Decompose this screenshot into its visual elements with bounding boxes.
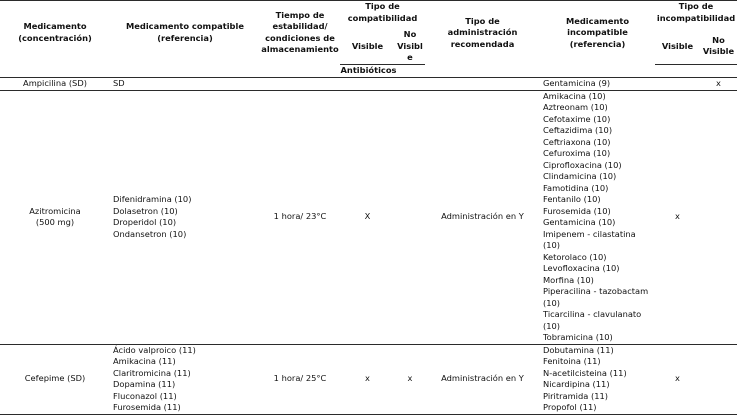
compatible-item: Ondansetron (10) (113, 228, 187, 239)
table-row (0, 90, 737, 344)
cell-administracion (425, 78, 540, 91)
compatible-item: SD (113, 78, 125, 88)
incompatible-item: Gentamicina (10) (543, 217, 616, 227)
incompatible-item: N-acetilcisteina (11) (543, 367, 627, 378)
incompatible-item: Levofloxacina (10) (543, 263, 620, 273)
compatible-item: Droperidol (10) (113, 217, 177, 227)
cell-inc-visible: x (655, 344, 700, 414)
table-body (0, 65, 737, 415)
cell-visible: x (340, 344, 395, 414)
header-medicamento-line: (concentración) (18, 32, 92, 43)
header-tiempo (260, 1, 340, 65)
incompatible-item: Ceftazidima (10) (543, 125, 613, 135)
cell-inc-no-visible: x (700, 78, 737, 91)
cell-tiempo: 1 hora/ 23°C (260, 90, 340, 344)
compatible-item: Furosemida (11) (113, 402, 181, 412)
cell-no-visible (395, 78, 425, 91)
incompatible-item: Ticarcilina - clavulanato (543, 309, 642, 319)
header-tipo-compatibilidad (340, 1, 425, 29)
cell-inc-visible: x (655, 90, 700, 344)
cell-no-visible: x (395, 344, 425, 414)
incompatible-item: Morfina (10) (543, 274, 594, 285)
compatible-item: Dolasetron (10) (113, 205, 178, 216)
compatible-item: Dopamina (11) (113, 379, 176, 389)
cell-visible: X (340, 90, 395, 344)
header-compatible-line: Medicamento compatible (126, 21, 244, 32)
cell-medicamento (0, 90, 110, 344)
header-tipo-incompat-line: Tipo de (678, 1, 714, 11)
incompatible-item: Dobutamina (11) (543, 344, 614, 355)
header-no-visible2-line: Visible (702, 46, 735, 57)
header-administracion (425, 1, 540, 65)
cell-incompatibles (540, 344, 655, 414)
incompatible-item: Propofol (11) (543, 402, 597, 412)
cell-visible (340, 78, 395, 91)
compatible-item: Fluconazol (11) (113, 390, 177, 401)
incompatible-item: Fentanilo (10) (543, 194, 601, 204)
cell-medicamento (0, 344, 110, 414)
header-compatible-line: (referencia) (157, 32, 213, 43)
incompatible-item: Ketorolaco (10) (543, 251, 607, 262)
incompatible-item: Clindamicina (10) (543, 171, 617, 181)
incompatible-item: Ceftriaxona (10) (543, 136, 611, 147)
header-compatible (110, 1, 260, 65)
cell-tiempo (260, 78, 340, 91)
header-incompatible-line: Medicamento (565, 15, 630, 26)
incompatible-item: (10) (543, 297, 561, 308)
incompatible-item: Aztreonam (10) (543, 102, 608, 112)
section-row (0, 65, 737, 78)
header-administracion-line: recomendada (450, 38, 515, 49)
header-medicamento (0, 1, 110, 65)
cell-inc-no-visible (700, 344, 737, 414)
header-no-visible (395, 29, 425, 65)
compatible-item: Difenidramina (10) (113, 194, 192, 204)
header-no-visible2-line: No (712, 34, 725, 45)
incompatible-item: Tobramicina (10) (543, 332, 613, 342)
cell-incompatibles (540, 90, 655, 344)
incompatible-item: Famotidina (10) (543, 182, 609, 193)
compatible-item: Amikacina (11) (113, 356, 176, 366)
header-visible: Visible (340, 29, 395, 65)
header-incompatible (540, 1, 655, 65)
incompatible-item: Gentamicina (9) (543, 78, 611, 88)
header-tiempo-line: almacenamiento (261, 44, 339, 55)
incompatible-item: Cefotaxime (10) (543, 113, 611, 124)
medicamento-line: Azitromicina (29, 205, 81, 216)
header-tipo-incompat-line: incompatibilidad (656, 12, 736, 23)
incompatible-item: Furosemida (10) (543, 205, 611, 216)
incompatible-item: Fenitoina (11) (543, 356, 601, 366)
incompatible-item: Nicardipina (11) (543, 379, 610, 389)
table-row (0, 78, 737, 91)
incompatible-item: Amikacina (10) (543, 90, 606, 101)
header-tiempo-line: condiciones de (265, 32, 335, 43)
header-visible-incompat: Visible (655, 29, 700, 65)
incompatible-item: Ciprofloxacina (10) (543, 159, 622, 170)
header-incompatible-line: (referencia) (569, 38, 626, 49)
cell-compatibles (110, 78, 260, 91)
medicamento-line: Cefepime (SD) (24, 373, 86, 384)
medicamento-line: (500 mg) (35, 217, 75, 227)
table-header (0, 1, 737, 65)
cell-inc-no-visible (700, 90, 737, 344)
incompatible-item: (10) (543, 320, 561, 331)
header-medicamento-line: Medicamento (23, 21, 87, 32)
incompatible-item: Piperacilina - tazobactam (543, 286, 649, 296)
cell-incompatibles (540, 78, 655, 91)
compatible-item: Claritromicina (11) (113, 367, 191, 378)
cell-tiempo: 1 hora/ 25°C (260, 344, 340, 414)
cell-medicamento (0, 78, 110, 91)
section-title: Antibióticos (0, 65, 737, 78)
header-tipo-incompatibilidad (655, 1, 737, 29)
medicamento-line: Ampicilina (SD) (23, 78, 87, 88)
header-no-visible-incompat (700, 29, 737, 65)
cell-compatibles (110, 344, 260, 414)
incompatible-item: Imipenem - cilastatina (543, 228, 636, 239)
cell-inc-visible (655, 78, 700, 91)
header-tipo-compat-line: compatibilidad (347, 12, 418, 23)
incompatible-item: (10) (543, 240, 561, 250)
header-tiempo-line: estabilidad/ (272, 21, 328, 32)
incompatible-item: Cefuroxima (10) (543, 148, 611, 158)
incompatible-item: Piritramida (11) (543, 390, 608, 401)
header-tipo-compat-line: Tipo de (365, 1, 400, 11)
header-incompatible-line: incompatible (567, 27, 628, 37)
header-tiempo-line: Tiempo de (275, 9, 325, 20)
header-administracion-line: administración (447, 27, 518, 37)
compatible-item: Ácido valproico (11) (113, 344, 196, 355)
cell-administracion: Administración en Y (425, 344, 540, 414)
cell-compatibles (110, 90, 260, 344)
table-row (0, 344, 737, 414)
header-no-visible-line: Visibl (397, 40, 423, 51)
header-no-visible-line: e (407, 52, 413, 62)
header-no-visible-line: No (403, 29, 417, 39)
header-administracion-line: Tipo de (465, 15, 500, 26)
cell-administracion: Administración en Y (425, 90, 540, 344)
cell-no-visible (395, 90, 425, 344)
